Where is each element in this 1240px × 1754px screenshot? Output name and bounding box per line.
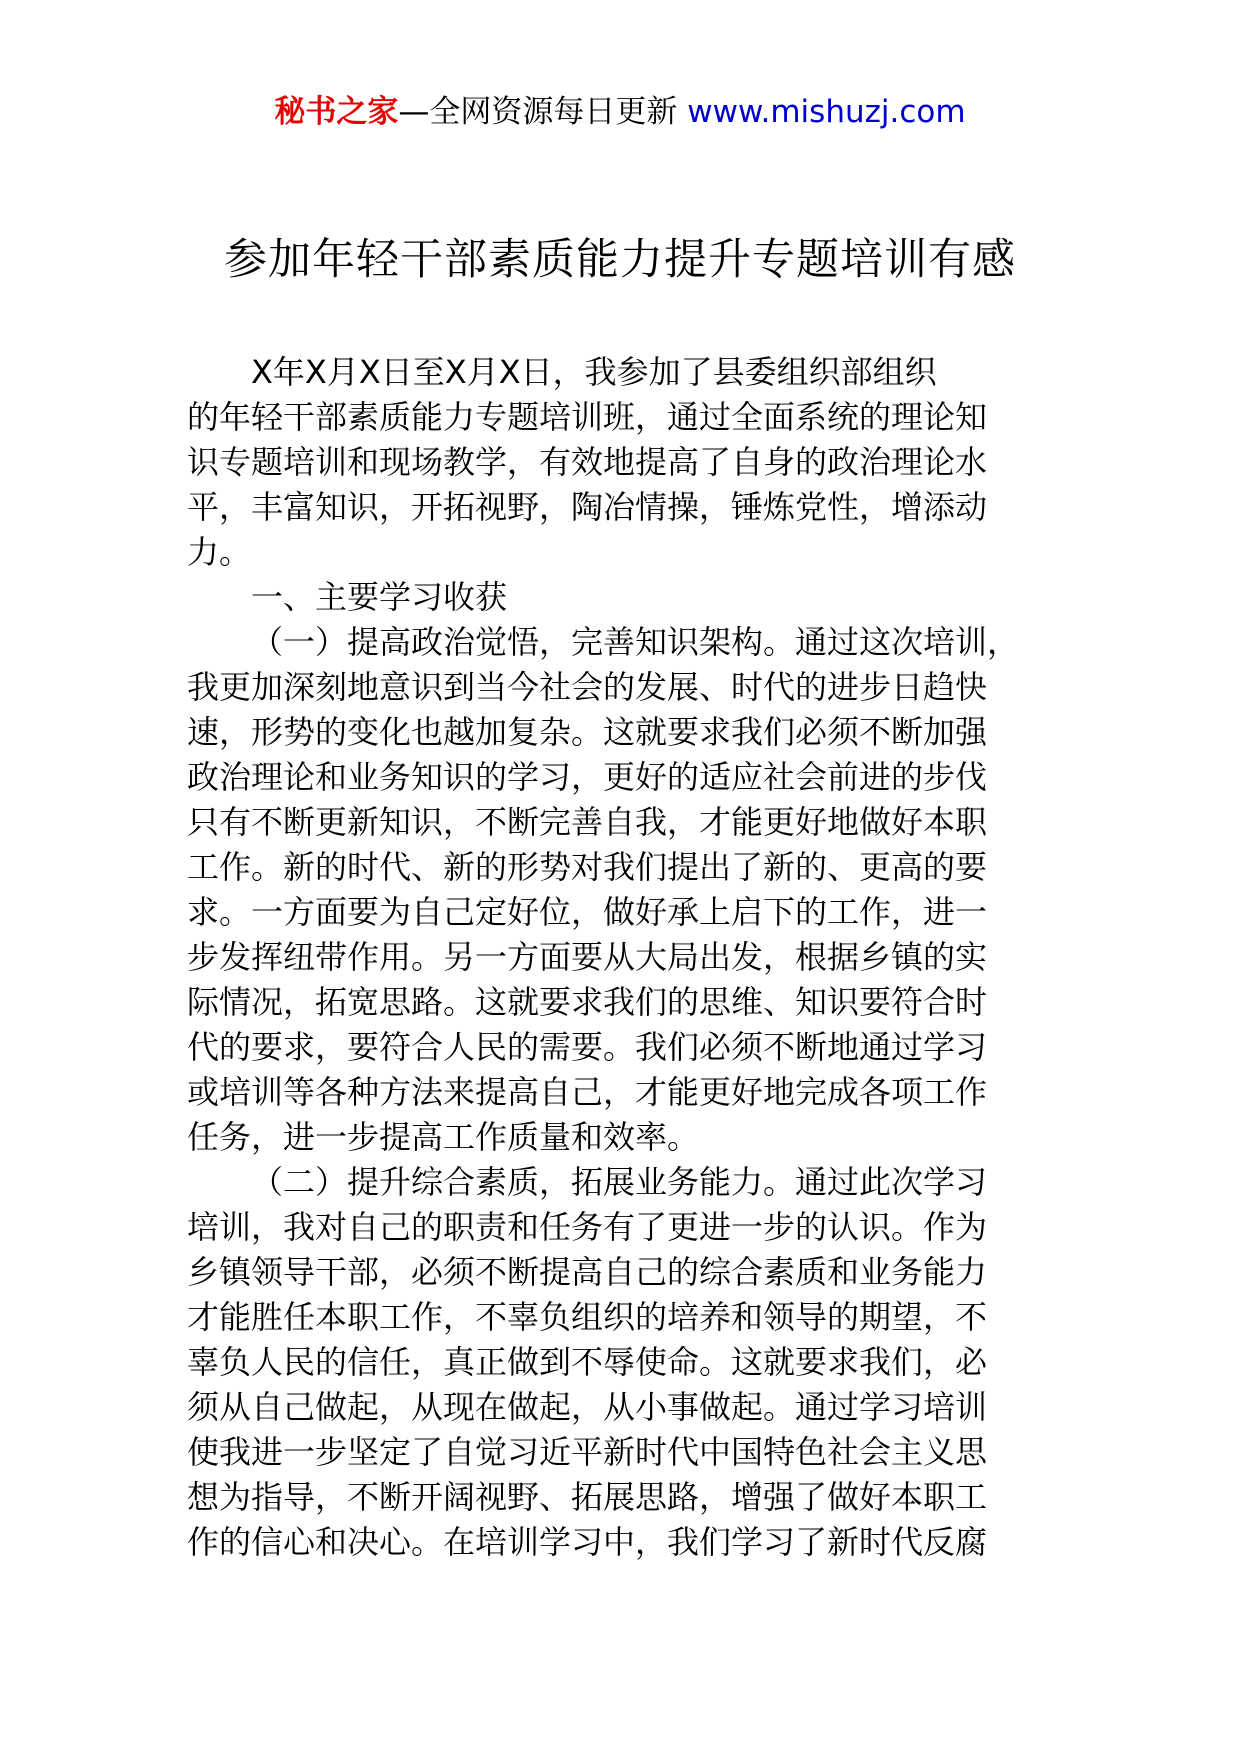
body-line: 培训，我对自己的职责和任务有了更进一步的认识。作为 [187, 1208, 988, 1246]
document-body [187, 350, 1057, 1565]
body-line: 想为指导，不断开阔视野、拓展思路，增强了做好本职工 [187, 1478, 988, 1516]
body-line: 工作。新的时代、新的形势对我们提出了新的、更高的要 [187, 848, 988, 886]
body-line: 任务，进一步提高工作质量和效率。 [187, 1118, 700, 1156]
body-line: X年X月X日至X月X日，我参加了县委组织部组织 [251, 353, 937, 391]
body-line: 乡镇领导干部，必须不断提高自己的综合素质和业务能力 [187, 1253, 988, 1291]
site-url-link[interactable]: www.mishuzj.com [687, 94, 966, 130]
body-line: 或培训等各种方法来提高自己，才能更好地完成各项工作 [187, 1073, 988, 1111]
body-line: （二）提升综合素质，拓展业务能力。通过此次学习 [251, 1163, 988, 1201]
body-line: 只有不断更新知识，不断完善自我，才能更好地做好本职 [187, 803, 988, 841]
body-line: 代的要求，要符合人民的需要。我们必须不断地通过学习 [187, 1028, 988, 1066]
body-line: 使我进一步坚定了自觉习近平新时代中国特色社会主义思 [187, 1433, 988, 1471]
body-line: 的年轻干部素质能力专题培训班，通过全面系统的理论知 [187, 398, 988, 436]
body-line: 辜负人民的信任，真正做到不辱使命。这就要求我们，必 [187, 1343, 988, 1381]
document-title: 参加年轻干部素质能力提升专题培训有感 [224, 235, 1016, 285]
body-line: 须从自己做起，从现在做起，从小事做起。通过学习培训 [187, 1388, 988, 1426]
body-line: 才能胜任本职工作，不辜负组织的培养和领导的期望，不 [187, 1298, 988, 1336]
section-heading: 一、主要学习收获 [251, 578, 508, 616]
body-line: 速，形势的变化也越加复杂。这就要求我们必须不断加强 [187, 713, 988, 751]
site-brand: 秘书之家 [274, 94, 399, 130]
body-line: （一）提高政治觉悟，完善知识架构。通过这次培训， [251, 623, 1020, 661]
body-line: 政治理论和业务知识的学习，更好的适应社会前进的步伐 [187, 758, 988, 796]
body-line: 步发挥纽带作用。另一方面要从大局出发，根据乡镇的实 [187, 938, 988, 976]
site-tagline: —全网资源每日更新 [398, 94, 678, 130]
body-line: 力。 [187, 533, 252, 571]
body-line: 识专题培训和现场教学，有效地提高了自身的政治理论水 [187, 443, 988, 481]
body-line: 我更加深刻地意识到当今社会的发展、时代的进步日趋快 [187, 668, 988, 706]
body-line: 求。一方面要为自己定好位，做好承上启下的工作，进一 [187, 893, 988, 931]
body-line: 平，丰富知识，开拓视野，陶冶情操，锤炼党性，增添动 [187, 488, 988, 526]
body-line: 作的信心和决心。在培训学习中，我们学习了新时代反腐 [187, 1523, 988, 1561]
body-line: 际情况，拓宽思路。这就要求我们的思维、知识要符合时 [187, 983, 988, 1021]
site-header [0, 92, 1240, 132]
